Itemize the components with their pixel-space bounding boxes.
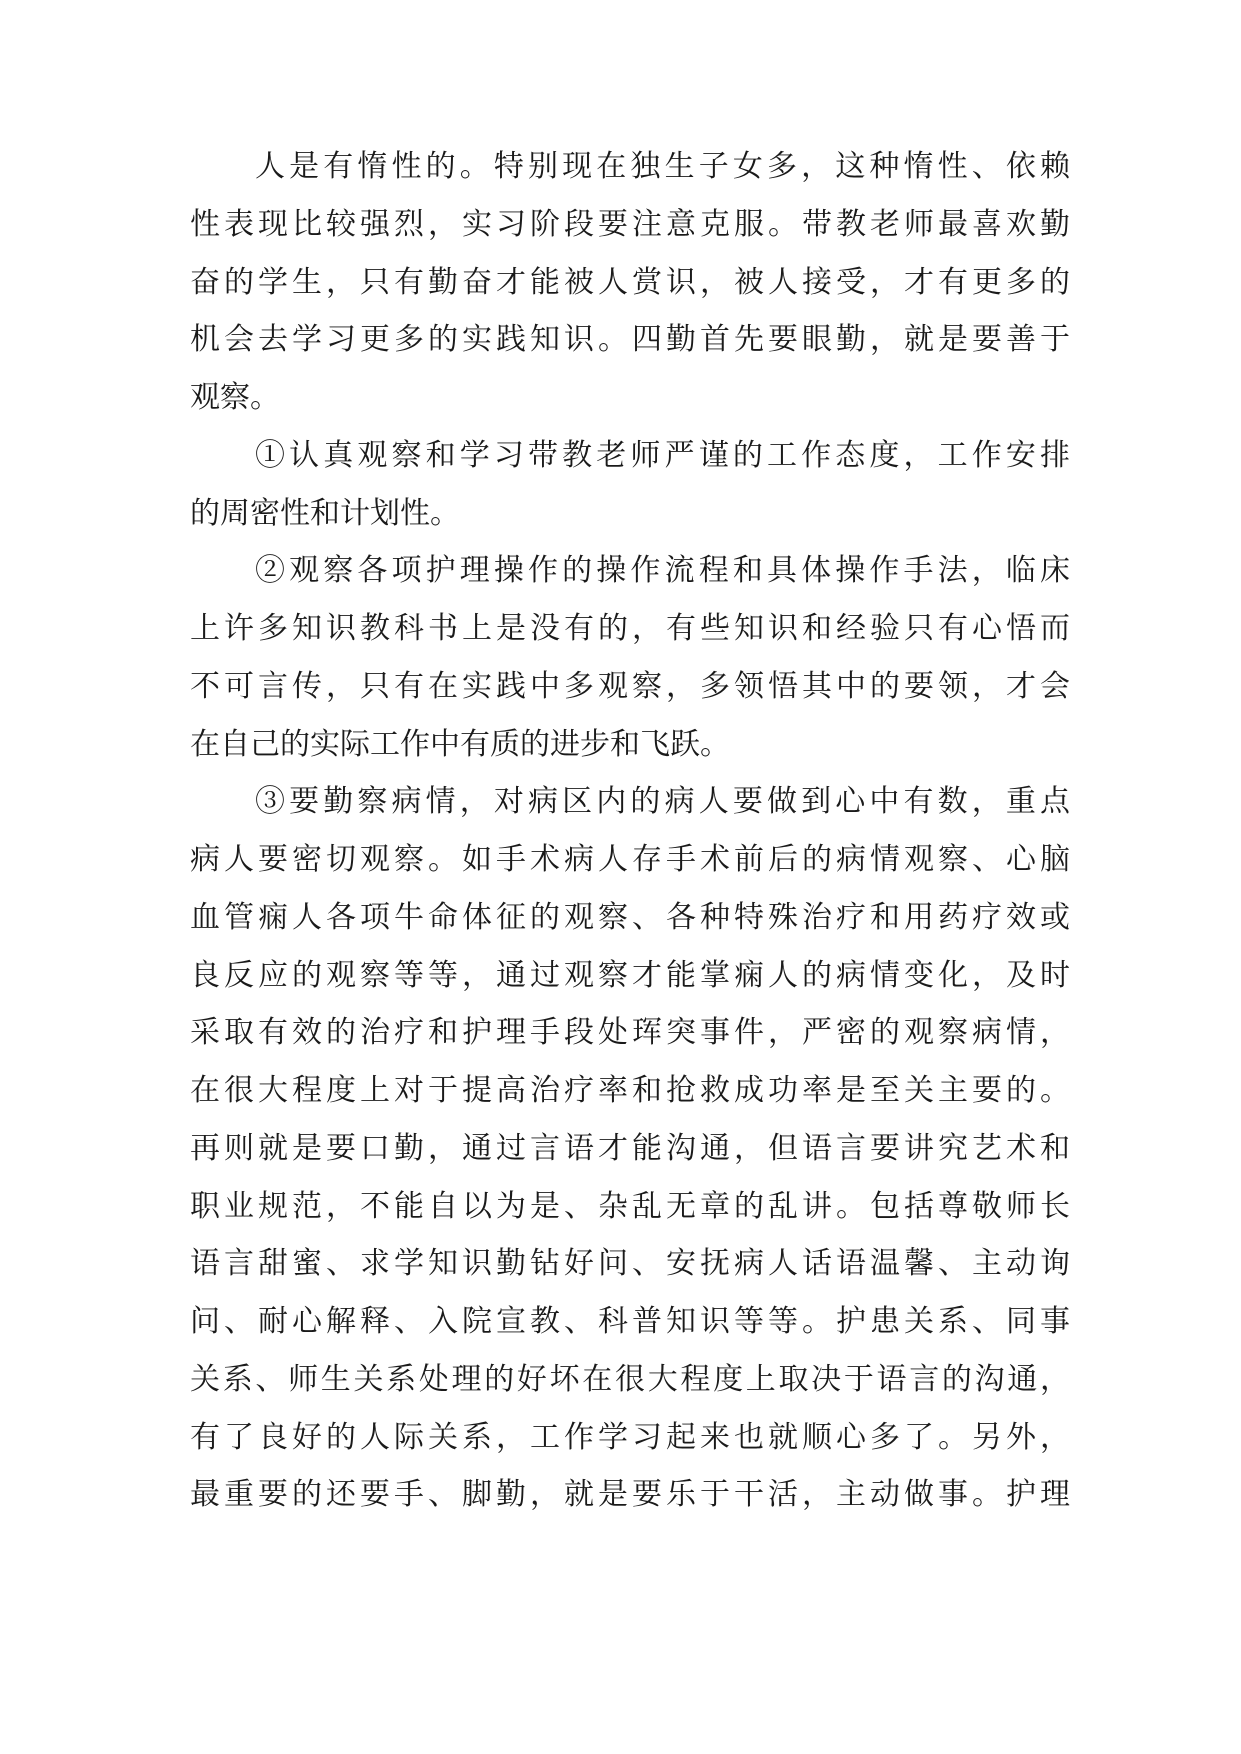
text-line: 的周密性和计划性。 (190, 496, 460, 531)
text-line: 最重要的还要手、脚勤，就是要乐于干活，主动做事。护理 (190, 1477, 1070, 1512)
text-line: 病人要密切观察。如手术病人存手术前后的病情观察、心脑 (190, 842, 1070, 877)
text-line: 在自己的实际工作中有质的进步和飞跃。 (190, 727, 730, 762)
text-line: 血管痫人各项牛命体征的观察、各种特殊治疗和用药疗效或 (190, 900, 1070, 935)
text-line: ①认真观察和学习带教老师严谨的工作态度，工作安排 (255, 438, 1070, 473)
text-line: 采取有效的治疗和护理手段处珲突事件，严密的观察病情， (190, 1015, 1070, 1050)
text-line: ③要勤察病情，对病区内的病人要做到心中有数，重点 (255, 784, 1070, 819)
text-line: 人是有惰性的。特别现在独生子女多，这种惰性、依赖 (255, 149, 1070, 184)
text-line: 问、耐心解释、入院宣教、科普知识等等。护患关系、同事 (190, 1304, 1070, 1339)
text-line: 观察。 (190, 380, 280, 415)
text-line: 不可言传，只有在实践中多观察，多领悟其中的要领，才会 (190, 669, 1070, 704)
text-line: 性表现比较强烈，实习阶段要注意克服。带教老师最喜欢勤 (190, 207, 1070, 242)
text-line: 良反应的观察等等，通过观察才能掌痫人的病情变化，及时 (190, 958, 1070, 993)
text-line: 职业规范，不能自以为是、杂乱无章的乱讲。包括尊敬师长 (190, 1189, 1070, 1224)
text-line: 关系、师生关系处理的好坏在很大程度上取决于语言的沟通， (190, 1362, 1070, 1397)
text-line: 在很大程度上对于提高治疗率和抢救成功率是至关主要的。 (190, 1073, 1070, 1108)
text-line: 上许多知识教科书上是没有的，有些知识和经验只有心悟而 (190, 611, 1070, 646)
text-line: 机会去学习更多的实践知识。四勤首先要眼勤，就是要善于 (190, 322, 1070, 357)
text-line: 再则就是要口勤，通过言语才能沟通，但语言要讲究艺术和 (190, 1131, 1070, 1166)
text-line: 奋的学生，只有勤奋才能被人赏识，被人接受，才有更多的 (190, 265, 1070, 300)
text-line: ②观察各项护理操作的操作流程和具体操作手法，临床 (255, 553, 1070, 588)
text-line: 有了良好的人际关系，工作学习起来也就顺心多了。另外， (190, 1420, 1070, 1455)
text-line: 语言甜蜜、求学知识勤钻好问、安抚病人话语温馨、主动询 (190, 1246, 1070, 1281)
